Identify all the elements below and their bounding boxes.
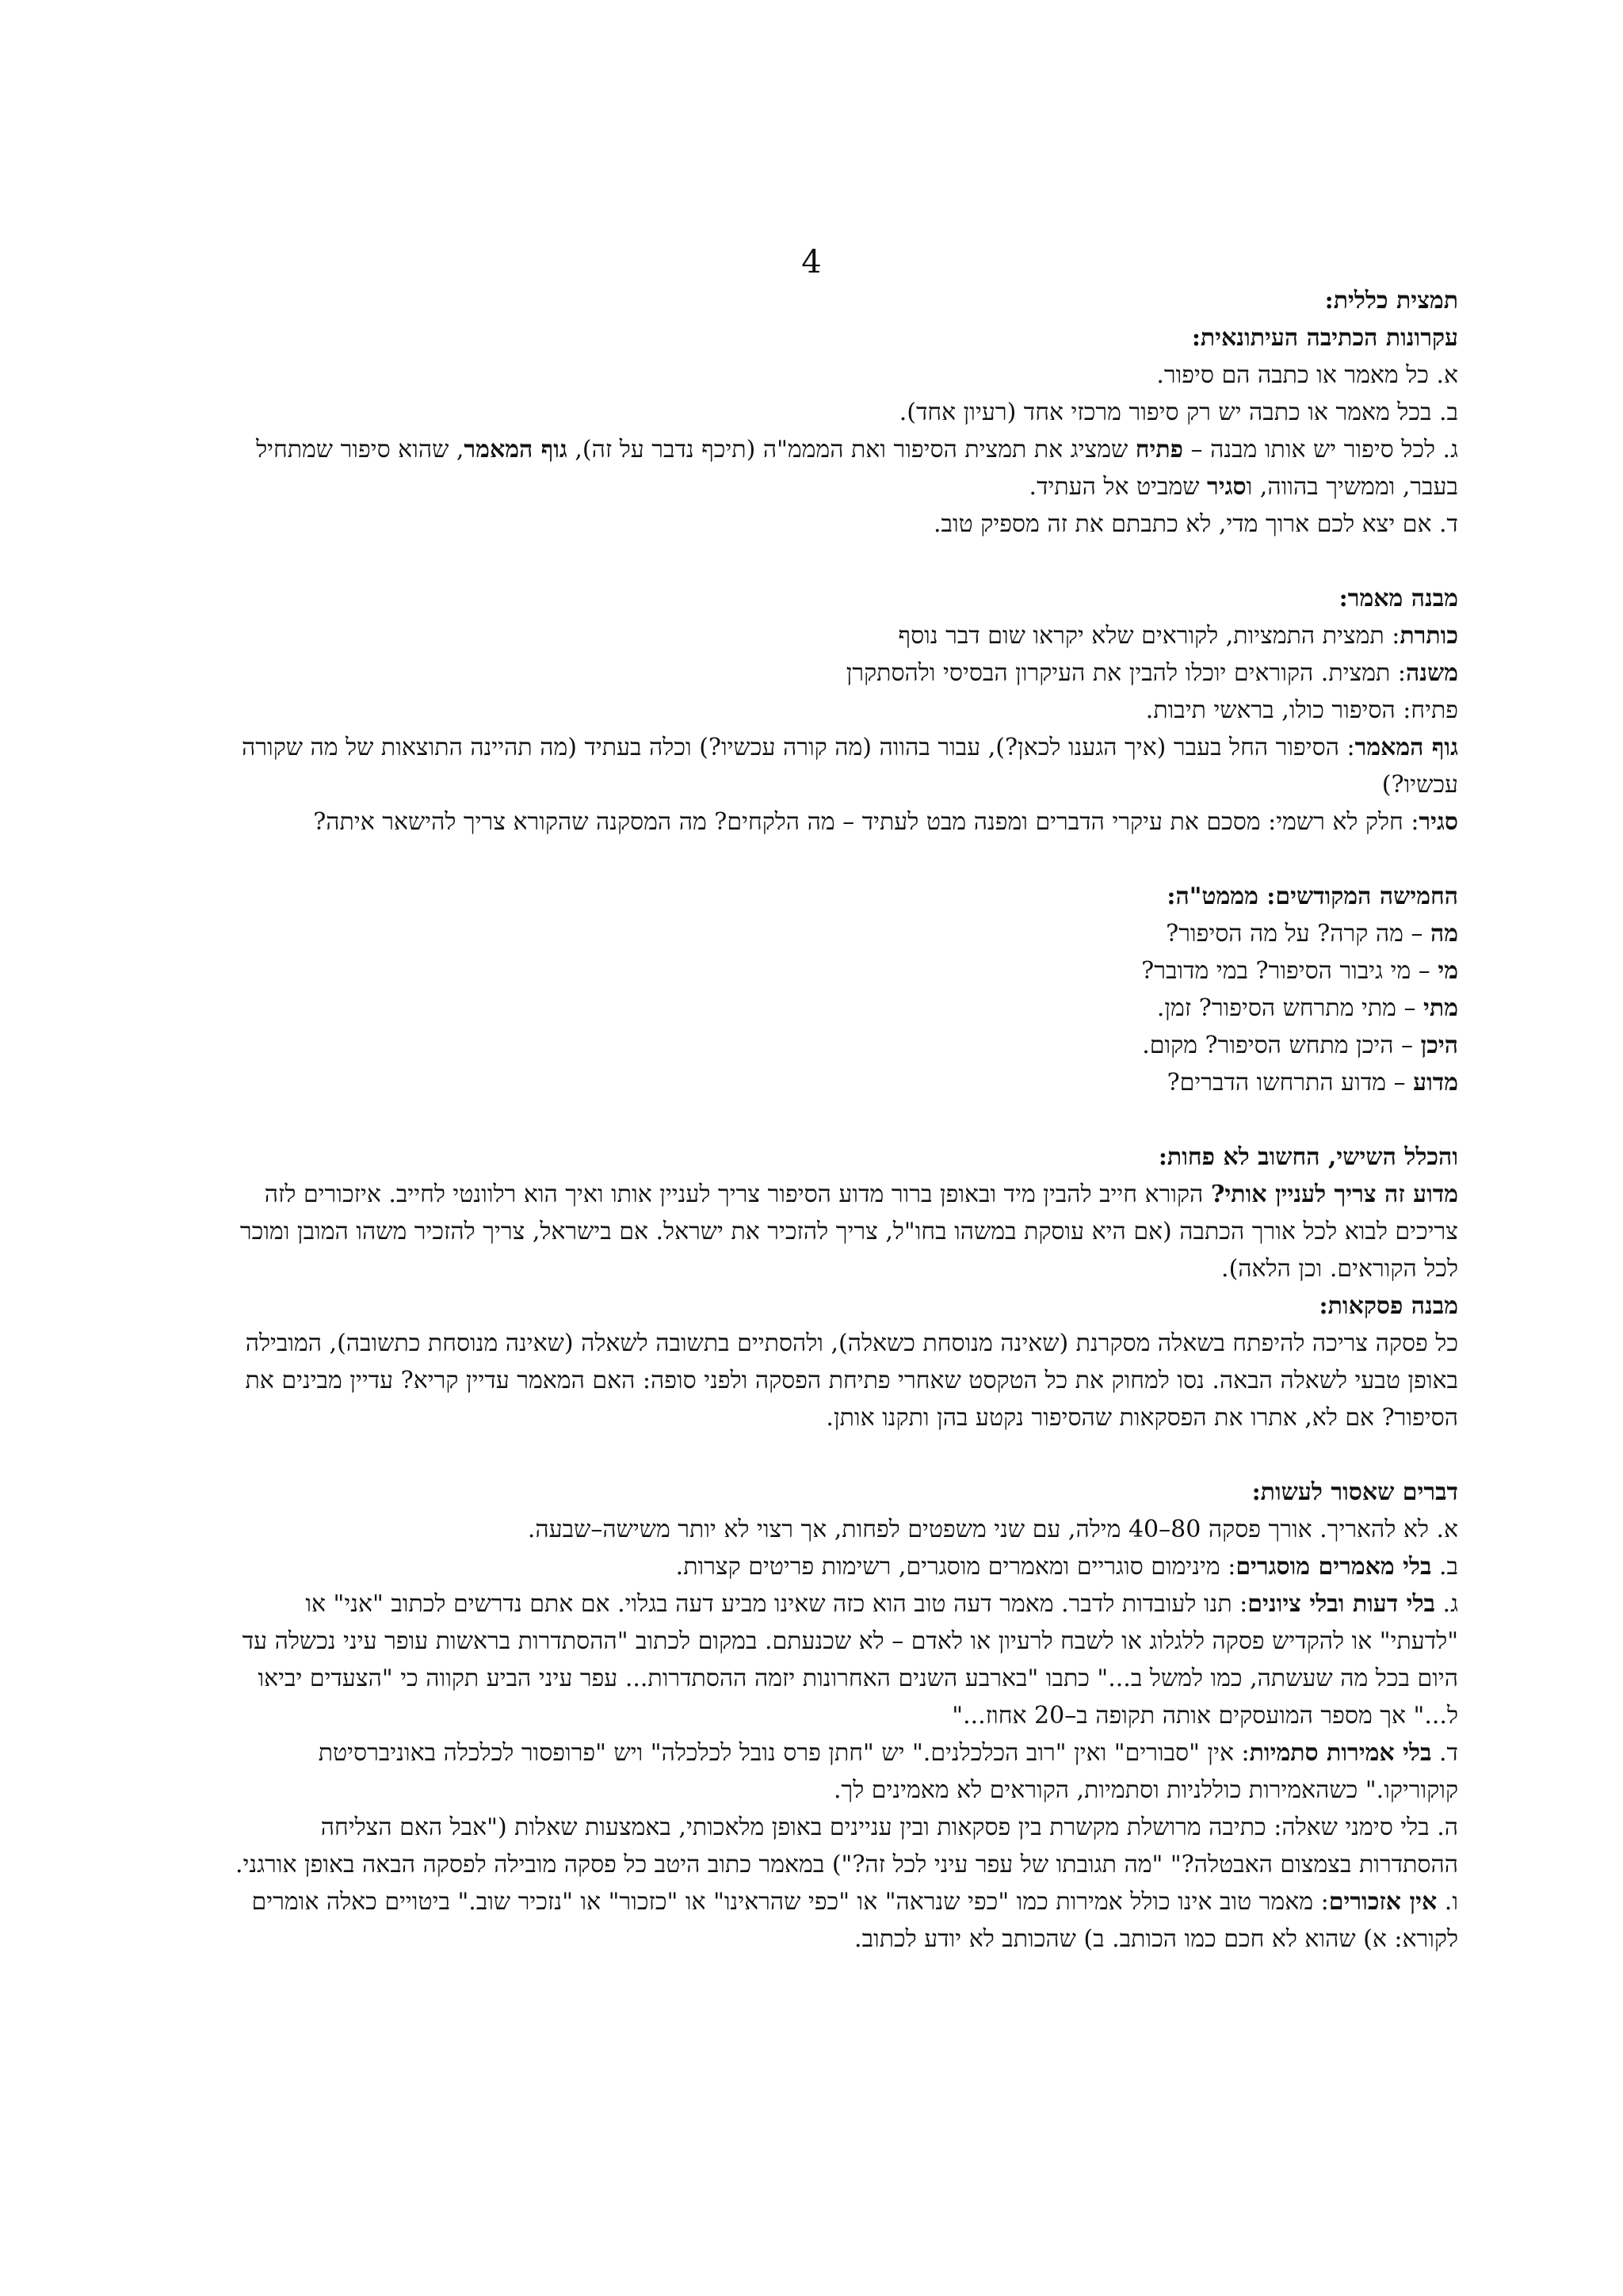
- five-w-item: מתי – מתי מתרחש הסיפור? זמן.: [1156, 994, 1458, 1022]
- paragraph-structure-text: כל פסקה צריכה להיפתח בשאלה מסקרנת (שאינה מנוסחת כשאלה), ולהסתיים בתשובה לשאלה (שאינה מנוסחת כתשובה), המובילה באופן טבעי לשאלה הבאה. נסו למחוק את כל הטקסט שאחרי פתיחת הפסקה ולפני סופה: האם המאמר עדיין קריא? עדיין מבינים את הסיפור? אם לא, אתרו את הפסקאות שהסיפור נקטע בהן ותקנו אותן.: [245, 1329, 1458, 1432]
- dont-item: ו. אין אזכורים: מאמר טוב אינו כולל אמירות כמו "כפי שנראה" או "כפי שהראינו" או "כזכור" או "נזכיר שוב." ביטויים כאלה אומרים לקורא: א) שהוא לא חכם כמו הכותב. ב) שהכותב לא יודע לכתוב.: [251, 1888, 1458, 1953]
- section-heading-five-w: החמישה המקודשים: מממט"ה:: [1167, 883, 1458, 910]
- structure-item: פתיח: הסיפור כולו, בראשי תיבות.: [1145, 696, 1458, 724]
- dont-item: א. לא להאריך. אורך פסקה 80–40 מילה, עם שני משפטים לפחות, אך רצוי לא יותר משישה–שבעה.: [527, 1516, 1458, 1543]
- section-heading-structure: מבנה מאמר:: [1338, 585, 1458, 612]
- section-heading-donts: דברים שאסור לעשות:: [1251, 1478, 1458, 1506]
- section-heading-sixth-rule: והכלל השישי, החשוב לא פחות:: [1158, 1143, 1458, 1171]
- principle-item: ג. לכל סיפור יש אותו מבנה – פתיח שמציג את תמצית הסיפור ואת המממ"ה (תיכף נדבר על זה), גוף המאמר, שהוא סיפור שמתחיל בעבר, וממשיך בהווה, וסגיר שמביט אל העתיד.: [256, 436, 1458, 501]
- principle-item: ד. אם יצא לכם ארוך מדי, לא כתבתם את זה מספיק טוב.: [933, 510, 1458, 538]
- dont-item: ג. בלי דעות ובלי ציונים: תנו לעובדות לדבר. מאמר דעה טוב הוא כזה שאינו מביע דעה בגלוי. אם אתם נדרשים לכתוב "אני" או "לדעתי" או להקדיש פסקה ללגלוג או לשבח לרעיון או לאדם – לא שכנעתם. במקום לכתוב "ההסתדרות בראשות עופר עיני נכשלה עד היום בכל מה שעשתה, כמו למשל ב..." כתבו "בארבע השנים האחרונות יזמה ההסתדרות... עפר עיני הביע תקווה כי "הצעדים יביאו ל..." אך מספר המועסקים אותה תקופה ב–20 אחוז...": [242, 1590, 1458, 1730]
- five-w-item: מה – מה קרה? על מה הסיפור?: [1166, 920, 1458, 948]
- dont-item: ה. בלי סימני שאלה: כתיבה מרושלת מקשרת בין פסקאות ובין עניינים באופן מלאכותי, באמצעות שאלות ("אבל האם הצליחה ההסתדרות בצמצום האבטלה?" "מה תגובתו של עפר עיני לכל זה?") במאמר כתוב היטב כל פסקה מובילה לפסקה הבאה באופן אורגני.: [235, 1814, 1458, 1878]
- structure-item: משנה: תמצית. הקוראים יוכלו להבין את העיקרון הבסיסי ולהסתקרן: [846, 659, 1458, 687]
- subheading-principles: עקרונות הכתיבה העיתונאית:: [1191, 324, 1458, 352]
- document-body: [230, 282, 1458, 1958]
- section-heading-summary: תמצית כללית:: [1324, 287, 1458, 315]
- structure-item: גוף המאמר: הסיפור החל בעבר (איך הגענו לכאן?), עבור בהווה (מה קורה עכשיו?) וכלה בעתיד (מה תהיינה התוצאות של מה שקורה עכשיו?): [242, 734, 1458, 799]
- subheading-paragraph-structure: מבנה פסקאות:: [1319, 1292, 1458, 1320]
- five-w-item: היכן – היכן מתחש הסיפור? מקום.: [1142, 1032, 1458, 1059]
- principle-item: ב. בכל מאמר או כתבה יש רק סיפור מרכזי אחד (רעיון אחד).: [899, 399, 1458, 426]
- structure-item: סגיר: חלק לא רשמי: מסכם את עיקרי הדברים ומפנה מבט לעתיד – מה הלקחים? מה המסקנה שהקורא צריך להישאר איתה?: [313, 808, 1458, 836]
- principle-item: א. כל מאמר או כתבה הם סיפור.: [1156, 361, 1458, 389]
- page-number: 4: [801, 244, 822, 280]
- dont-item: ד. בלי אמירות סתמיות: אין "סבורים" ואין "רוב הכלכלנים." יש "חתן פרס נובל לכלכלה" ויש "פרופסור לכלכלה באוניברסיטת קוקוריקו." כשהאמירות כוללניות וסתמיות, הקוראים לא מאמינים לך.: [318, 1739, 1458, 1804]
- dont-item: ב. בלי מאמרים מוסגרים: מינימום סוגריים ומאמרים מוסגרים, רשימות פריטים קצרות.: [675, 1553, 1458, 1581]
- structure-item: כותרת: תמצית התמציות, לקוראים שלא יקראו שום דבר נוסף: [898, 622, 1458, 650]
- five-w-item: מדוע – מדוע התרחשו הדברים?: [1167, 1069, 1458, 1097]
- five-w-item: מי – מי גיבור הסיפור? במי מדובר?: [1141, 957, 1458, 985]
- relevance-paragraph: מדוע זה צריך לעניין אותי? הקורא חייב להבין מיד ובאופן ברור מדוע הסיפור צריך לעניין אותו ואיך הוא רלוונטי לחייב. איזכורים לזה צריכים לבוא לכל אורך הכתבה (אם היא עוסקת במשהו בחו"ל, צריך להזכיר את ישראל. אם בישראל, צריך להזכיר משהו המובן ומוכר לכל הקוראים. וכן הלאה).: [239, 1180, 1458, 1283]
